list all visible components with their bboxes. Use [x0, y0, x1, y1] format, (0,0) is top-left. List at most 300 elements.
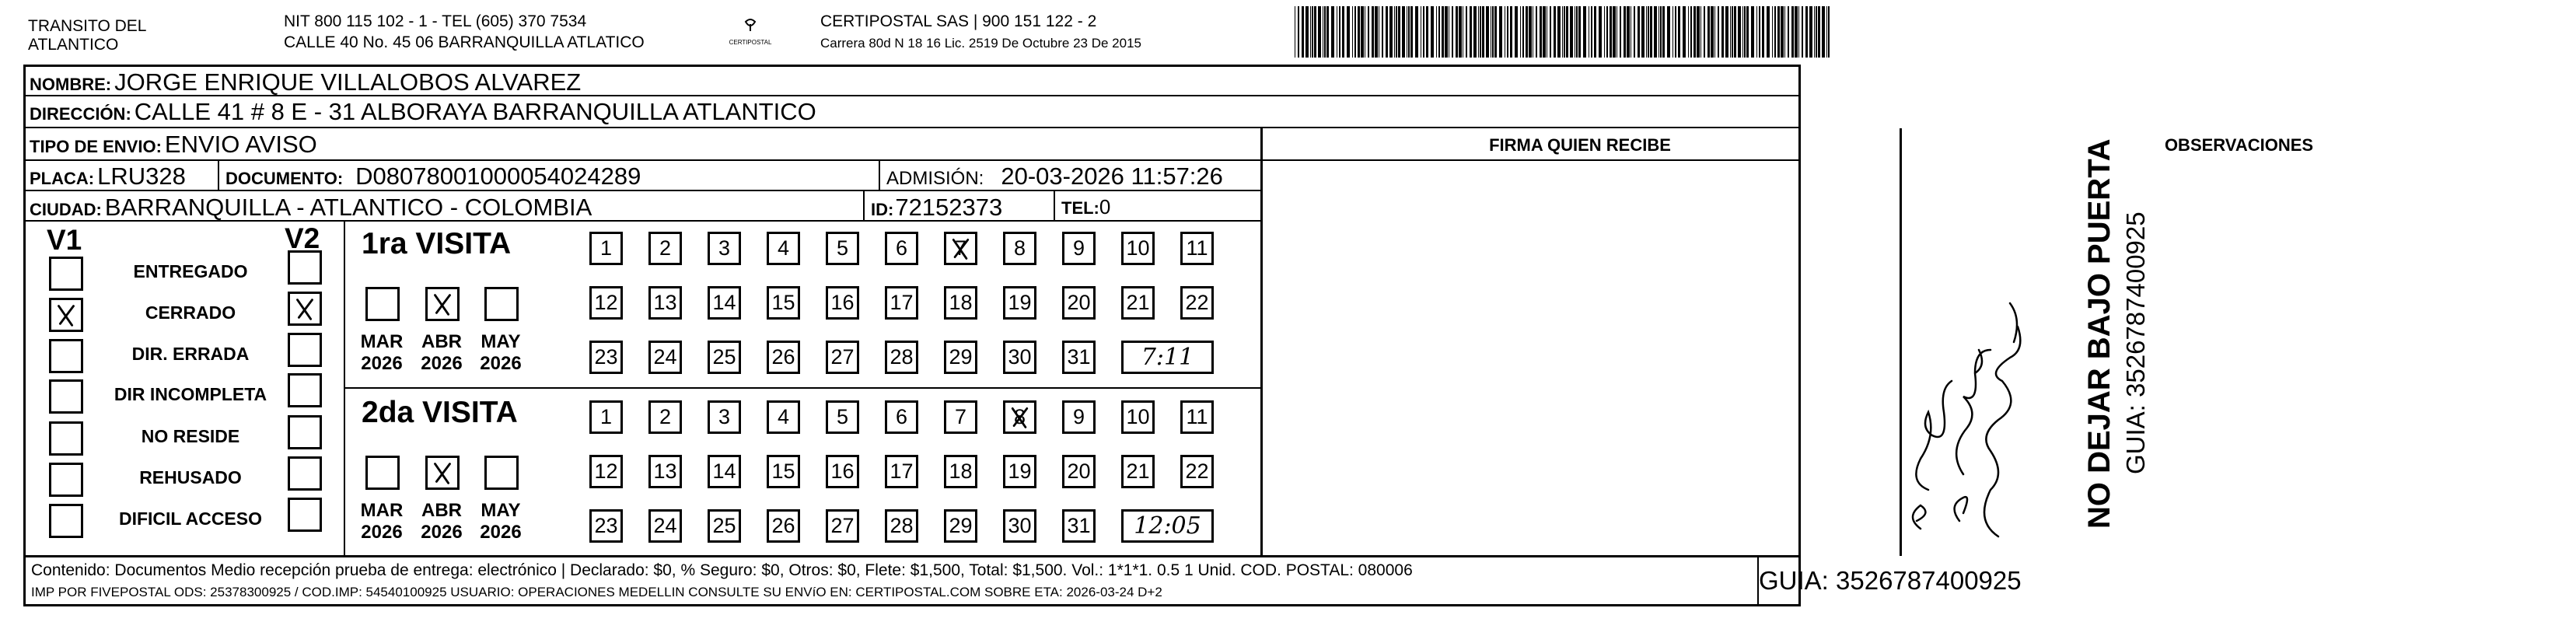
barcode-bar — [1452, 6, 1453, 58]
day-box[interactable] — [826, 455, 859, 488]
barcode-bar — [1326, 6, 1329, 58]
visit-time[interactable]: 7:11 — [1121, 341, 1214, 374]
day-number: 31 — [1067, 345, 1091, 369]
barcode-bar — [1802, 6, 1803, 58]
day-box[interactable] — [826, 400, 859, 434]
day-number: 16 — [830, 291, 855, 314]
barcode-bar — [1762, 6, 1764, 58]
tel-field — [1061, 195, 1110, 219]
day-box[interactable] — [1062, 400, 1096, 434]
day-box[interactable] — [589, 455, 623, 488]
footer-guia: GUIA: 3526787400925 — [1759, 566, 2022, 595]
day-number: 28 — [890, 345, 914, 369]
day-box[interactable] — [589, 286, 623, 320]
day-number: 19 — [1008, 460, 1032, 483]
visit-title: 2da VISITA — [362, 396, 518, 429]
barcode-bar — [1606, 6, 1608, 58]
day-number: 17 — [890, 291, 914, 314]
barcode-bar — [1494, 6, 1497, 58]
day-box[interactable] — [1121, 400, 1155, 434]
barcode-bar — [1522, 6, 1524, 58]
visit-time[interactable]: 12:05 — [1121, 509, 1214, 543]
certipostal-line: CERTIPOSTAL SAS | 900 151 122 - 2 — [820, 12, 1097, 30]
day-number: 30 — [1008, 345, 1032, 369]
day-number: 7 — [954, 236, 967, 260]
day-number: 7 — [954, 405, 967, 428]
barcode-bar — [1554, 6, 1556, 58]
day-number: 12 — [594, 291, 618, 314]
barcode-bar — [1426, 6, 1428, 58]
month-checkbox[interactable] — [425, 287, 460, 321]
admission-field — [886, 162, 1223, 190]
check-mark-icon — [946, 234, 975, 263]
day-box[interactable] — [648, 341, 682, 374]
admission-value: 20-03-2026 11:57:26 — [1001, 162, 1223, 190]
barcode-bar — [1662, 6, 1665, 58]
day-box[interactable] — [708, 400, 741, 434]
day-number: 31 — [1067, 514, 1091, 537]
barcode-bar — [1693, 6, 1696, 58]
day-number: 27 — [830, 345, 855, 369]
barcode-bar — [1620, 6, 1621, 58]
day-box[interactable] — [1003, 400, 1036, 434]
barcode-bar — [1822, 6, 1825, 58]
barcode-bar — [1331, 6, 1334, 58]
barcode-bar — [1543, 6, 1546, 58]
check-mark-icon — [428, 289, 457, 319]
barcode-bar — [1445, 6, 1448, 58]
day-box[interactable] — [767, 341, 800, 374]
name-label: NOMBRE: — [30, 75, 112, 94]
barcode-bar — [1784, 6, 1785, 58]
day-box[interactable] — [767, 455, 800, 488]
day-number: 20 — [1067, 291, 1091, 314]
month-name: MAR — [360, 500, 404, 521]
footer-contents: Contenido: Documentos Medio recepción prueba de entrega: electrónico | Declarado: $0, % Seguro: $0, Otros: $0, Flete: $1,500, Total: $1,500. Vol.: 1*1*1. 0.5 1 Unid. COD. POSTAL: 080006 — [31, 561, 1413, 579]
day-box[interactable] — [1180, 232, 1214, 265]
day-number: 17 — [890, 460, 914, 483]
side-warning: NO DEJAR BAJO PUERTA — [2082, 138, 2116, 529]
barcode-bar — [1730, 6, 1731, 58]
month-checkbox[interactable] — [484, 456, 519, 490]
barcode-bar — [1347, 6, 1350, 58]
barcode-bar — [1744, 6, 1746, 58]
city-value: BARRANQUILLA - ATLANTICO - COLOMBIA — [104, 194, 592, 221]
document-label: DOCUMENTO: — [225, 169, 344, 188]
barcode-bar — [1688, 6, 1689, 58]
day-number: 26 — [771, 514, 795, 537]
day-box[interactable] — [767, 400, 800, 434]
day-box[interactable] — [648, 286, 682, 320]
status-label: ENTREGADO — [133, 261, 248, 281]
day-box[interactable] — [708, 509, 741, 543]
month-checkbox[interactable] — [484, 287, 519, 321]
day-box[interactable] — [1180, 286, 1214, 320]
day-number: 1 — [599, 405, 613, 428]
barcode-bar — [1648, 6, 1649, 58]
day-box[interactable] — [885, 286, 918, 320]
day-number: 24 — [653, 514, 677, 537]
day-number: 5 — [836, 405, 849, 428]
barcode-bar — [1396, 6, 1397, 58]
day-box[interactable] — [826, 341, 859, 374]
day-box[interactable] — [885, 455, 918, 488]
barcode-bar — [1658, 6, 1659, 58]
status-label: DIFICIL ACCESO — [118, 508, 262, 529]
barcode-bar — [1667, 6, 1670, 58]
check-mark-icon — [290, 294, 320, 323]
barcode-bar — [1654, 6, 1657, 58]
day-box[interactable] — [1003, 286, 1036, 320]
day-box[interactable] — [944, 509, 977, 543]
barcode-bar — [1318, 6, 1321, 58]
day-number: 8 — [1013, 405, 1026, 428]
day-box[interactable] — [1121, 286, 1155, 320]
barcode-bar — [1410, 6, 1413, 58]
barcode-bar — [1578, 6, 1581, 58]
day-box[interactable] — [885, 400, 918, 434]
barcode-bar — [1791, 6, 1794, 58]
address-field — [30, 98, 816, 126]
check-mark-icon — [51, 300, 81, 330]
v2-checkbox[interactable] — [288, 456, 322, 491]
day-box[interactable] — [708, 286, 741, 320]
id-label: ID: — [871, 200, 894, 219]
barcode-bar — [1566, 6, 1568, 58]
barcode-bar — [1828, 6, 1830, 58]
day-box[interactable] — [1062, 286, 1096, 320]
barcode-bar — [1704, 6, 1705, 58]
barcode-bar — [1570, 6, 1573, 58]
license-line: Carrera 80d N 18 16 Lic. 2519 De Octubre 23 De 2015 — [820, 36, 1141, 51]
barcode-bar — [1613, 6, 1616, 58]
barcode-bar — [1564, 6, 1565, 58]
day-box[interactable] — [1180, 455, 1214, 488]
day-number: 21 — [1126, 460, 1150, 483]
check-mark-icon — [428, 458, 457, 487]
day-number: 12 — [594, 460, 618, 483]
nit-line: NIT 800 115 102 - 1 - TEL (605) 370 7534 — [284, 12, 587, 30]
barcode-bar — [1312, 6, 1313, 58]
barcode-bar — [1442, 6, 1444, 58]
day-box[interactable] — [1180, 400, 1214, 434]
day-number: 9 — [1072, 405, 1085, 428]
day-box[interactable] — [885, 509, 918, 543]
day-number: 16 — [830, 460, 855, 483]
plate-value: LRU328 — [97, 162, 186, 190]
tel-value: 0 — [1099, 195, 1111, 218]
document-value: D08078001000054024289 — [355, 162, 641, 190]
day-box[interactable] — [944, 232, 977, 265]
city-label: CIUDAD: — [30, 200, 102, 219]
barcode-bar — [1415, 6, 1418, 58]
barcode-bar — [1529, 6, 1532, 58]
barcode-bar — [1550, 6, 1551, 58]
barcode-bar — [1721, 6, 1724, 58]
day-box[interactable] — [944, 400, 977, 434]
day-box[interactable] — [1062, 232, 1096, 265]
barcode-bar — [1772, 6, 1773, 58]
barcode-bar — [1594, 6, 1596, 58]
barcode-bar — [1591, 6, 1592, 58]
v1-checkbox[interactable] — [49, 421, 83, 456]
day-number: 13 — [653, 291, 677, 314]
barcode-bar — [1774, 6, 1776, 58]
id-field — [871, 194, 1002, 222]
barcode-bar — [1814, 6, 1815, 58]
barcode-bar — [1314, 6, 1316, 58]
day-box[interactable] — [1003, 509, 1036, 543]
v1-checkbox[interactable] — [49, 463, 83, 497]
day-number: 25 — [712, 514, 736, 537]
day-box[interactable] — [1062, 509, 1096, 543]
barcode-bar — [1697, 6, 1700, 58]
status-label: DIR. ERRADA — [131, 344, 250, 364]
address-line: CALLE 40 No. 45 06 BARRANQUILLA ATLATICO — [284, 33, 645, 51]
barcode-bar — [1690, 6, 1692, 58]
month-name: ABR — [421, 331, 462, 352]
barcode-bar — [1718, 6, 1719, 58]
admission-label: ADMISIÓN: — [886, 168, 984, 189]
status-label: REHUSADO — [139, 467, 242, 487]
name-field — [30, 68, 581, 96]
barcode-bar — [1402, 6, 1405, 58]
day-box[interactable] — [648, 232, 682, 265]
v2-checkbox[interactable] — [288, 373, 322, 407]
day-number: 14 — [712, 291, 736, 314]
v1-checkbox[interactable] — [49, 298, 83, 332]
barcode-bar — [1734, 6, 1736, 58]
day-box[interactable] — [1003, 455, 1036, 488]
barcode-bar — [1470, 6, 1472, 58]
day-number: 25 — [712, 345, 736, 369]
day-number: 6 — [895, 236, 908, 260]
day-box[interactable] — [589, 232, 623, 265]
day-number: 19 — [1008, 291, 1032, 314]
barcode-bar — [1342, 6, 1344, 58]
day-box[interactable] — [648, 455, 682, 488]
barcode-bar — [1675, 6, 1676, 58]
v1-header: V1 — [47, 224, 82, 256]
day-number: 18 — [949, 460, 973, 483]
barcode-bar — [1624, 6, 1626, 58]
month-label — [355, 331, 409, 375]
barcode-bar — [1634, 6, 1635, 58]
day-number: 6 — [895, 405, 908, 428]
day-number: 22 — [1185, 460, 1209, 483]
barcode-bar — [1725, 6, 1728, 58]
barcode — [1295, 6, 1831, 58]
month-name: MAY — [481, 500, 521, 521]
barcode-bar — [1583, 6, 1586, 58]
day-number: 23 — [594, 514, 618, 537]
barcode-bar — [1781, 6, 1784, 58]
day-box[interactable] — [944, 455, 977, 488]
v1-checkbox[interactable] — [49, 257, 83, 291]
v2-header: V2 — [285, 222, 320, 254]
barcode-bar — [1536, 6, 1537, 58]
month-checkbox[interactable] — [365, 287, 400, 321]
document-field — [225, 162, 641, 190]
barcode-bar — [1515, 6, 1518, 58]
v2-checkbox[interactable] — [288, 250, 322, 285]
day-box[interactable] — [589, 400, 623, 434]
barcode-bar — [1386, 6, 1388, 58]
barcode-bar — [1305, 6, 1309, 58]
send-type-value: ENVIO AVISO — [164, 131, 317, 158]
month-label — [414, 500, 469, 543]
barcode-bar — [1382, 6, 1383, 58]
day-box[interactable] — [1121, 455, 1155, 488]
month-year: 2026 — [361, 522, 403, 543]
day-box[interactable] — [708, 232, 741, 265]
day-number: 4 — [777, 236, 790, 260]
barcode-bar — [1358, 6, 1360, 58]
month-name: MAR — [360, 331, 404, 352]
day-number: 9 — [1072, 236, 1085, 260]
check-mark-icon — [1005, 403, 1034, 432]
day-box[interactable] — [944, 286, 977, 320]
v1-checkbox[interactable] — [49, 339, 83, 373]
day-number: 24 — [653, 345, 677, 369]
day-number: 30 — [1008, 514, 1032, 537]
month-checkbox[interactable] — [365, 456, 400, 490]
barcode-bar — [1795, 6, 1798, 58]
barcode-bar — [1660, 6, 1662, 58]
send-type-field — [30, 131, 317, 159]
barcode-bar — [1672, 6, 1673, 58]
barcode-bar — [1751, 6, 1754, 58]
month-checkbox[interactable] — [425, 456, 460, 490]
tel-label: TEL: — [1061, 198, 1099, 218]
day-box[interactable] — [1003, 341, 1036, 374]
signature-header: FIRMA QUIEN RECIBE — [1489, 135, 1671, 155]
v2-checkbox[interactable] — [288, 415, 322, 449]
barcode-bar — [1466, 6, 1467, 58]
day-number: 11 — [1186, 236, 1208, 260]
day-box[interactable] — [885, 341, 918, 374]
logo-text: CERTIPOSTAL — [729, 39, 772, 46]
barcode-bar — [1389, 6, 1393, 58]
day-number: 11 — [1186, 405, 1208, 428]
month-year: 2026 — [361, 353, 403, 374]
barcode-bar — [1361, 6, 1364, 58]
month-year: 2026 — [421, 353, 463, 374]
barcode-bar — [1627, 6, 1630, 58]
barcode-bar — [1638, 6, 1640, 58]
barcode-bar — [1767, 6, 1770, 58]
day-number: 18 — [949, 291, 973, 314]
city-field — [30, 194, 592, 222]
barcode-bar — [1354, 6, 1356, 58]
month-year: 2026 — [480, 353, 522, 374]
day-box[interactable] — [1062, 341, 1096, 374]
barcode-bar — [1756, 6, 1757, 58]
v1-checkbox[interactable] — [49, 504, 83, 538]
barcode-bar — [1298, 6, 1299, 58]
day-box[interactable] — [1003, 232, 1036, 265]
day-box[interactable] — [944, 341, 977, 374]
day-box[interactable] — [885, 232, 918, 265]
barcode-bar — [1372, 6, 1374, 58]
barcode-bar — [1394, 6, 1395, 58]
day-number: 15 — [771, 460, 795, 483]
barcode-bar — [1368, 6, 1369, 58]
day-box[interactable] — [589, 341, 623, 374]
day-number: 23 — [594, 345, 618, 369]
certipostal-logo — [727, 14, 774, 53]
barcode-bar — [1604, 6, 1605, 58]
barcode-bar — [1738, 6, 1741, 58]
day-box[interactable] — [589, 509, 623, 543]
day-number: 5 — [836, 236, 849, 260]
barcode-bar — [1610, 6, 1612, 58]
barcode-bar — [1678, 6, 1680, 58]
day-number: 21 — [1126, 291, 1150, 314]
day-box[interactable] — [826, 509, 859, 543]
barcode-bar — [1375, 6, 1378, 58]
barcode-bar — [1473, 6, 1477, 58]
day-box[interactable] — [826, 286, 859, 320]
month-label — [474, 331, 528, 375]
barcode-bar — [1480, 6, 1481, 58]
day-box[interactable] — [767, 509, 800, 543]
barcode-bar — [1310, 6, 1311, 58]
status-label: CERRADO — [145, 302, 236, 323]
day-box[interactable] — [648, 509, 682, 543]
v1-checkbox[interactable] — [49, 379, 83, 414]
v2-checkbox[interactable] — [288, 333, 322, 367]
day-box[interactable] — [767, 286, 800, 320]
barcode-bar — [1492, 6, 1494, 58]
day-number: 10 — [1126, 236, 1150, 260]
v2-checkbox[interactable] — [288, 498, 322, 532]
barcode-bar — [1788, 6, 1789, 58]
status-label: NO RESIDE — [141, 426, 240, 446]
day-number: 2 — [659, 236, 672, 260]
barcode-bar — [1646, 6, 1647, 58]
day-box[interactable] — [648, 400, 682, 434]
day-box[interactable] — [1062, 455, 1096, 488]
day-box[interactable] — [1121, 232, 1155, 265]
v2-checkbox[interactable] — [288, 292, 322, 326]
day-box[interactable] — [708, 341, 741, 374]
id-value: 72152373 — [895, 194, 1003, 221]
day-box[interactable] — [708, 455, 741, 488]
day-number: 3 — [718, 236, 731, 260]
barcode-bar — [1683, 6, 1686, 58]
barcode-bar — [1742, 6, 1743, 58]
barcode-bar — [1746, 6, 1749, 58]
day-box[interactable] — [767, 232, 800, 265]
barcode-bar — [1707, 6, 1710, 58]
barcode-bar — [1777, 6, 1780, 58]
barcode-bar — [1507, 6, 1508, 58]
barcode-bar — [1576, 6, 1578, 58]
day-number: 26 — [771, 345, 795, 369]
day-box[interactable] — [826, 232, 859, 265]
barcode-bar — [1398, 6, 1400, 58]
barcode-bar — [1732, 6, 1733, 58]
day-number: 10 — [1126, 405, 1150, 428]
barcode-bar — [1816, 6, 1817, 58]
plate-field — [30, 162, 186, 190]
barcode-bar — [1324, 6, 1326, 58]
day-number: 28 — [890, 514, 914, 537]
address-value: CALLE 41 # 8 E - 31 ALBORAYA BARRANQUILLA ATLANTICO — [134, 98, 816, 125]
company-name: TRANSITO DEL ATLANTICO — [28, 17, 146, 54]
barcode-bar — [1510, 6, 1512, 58]
